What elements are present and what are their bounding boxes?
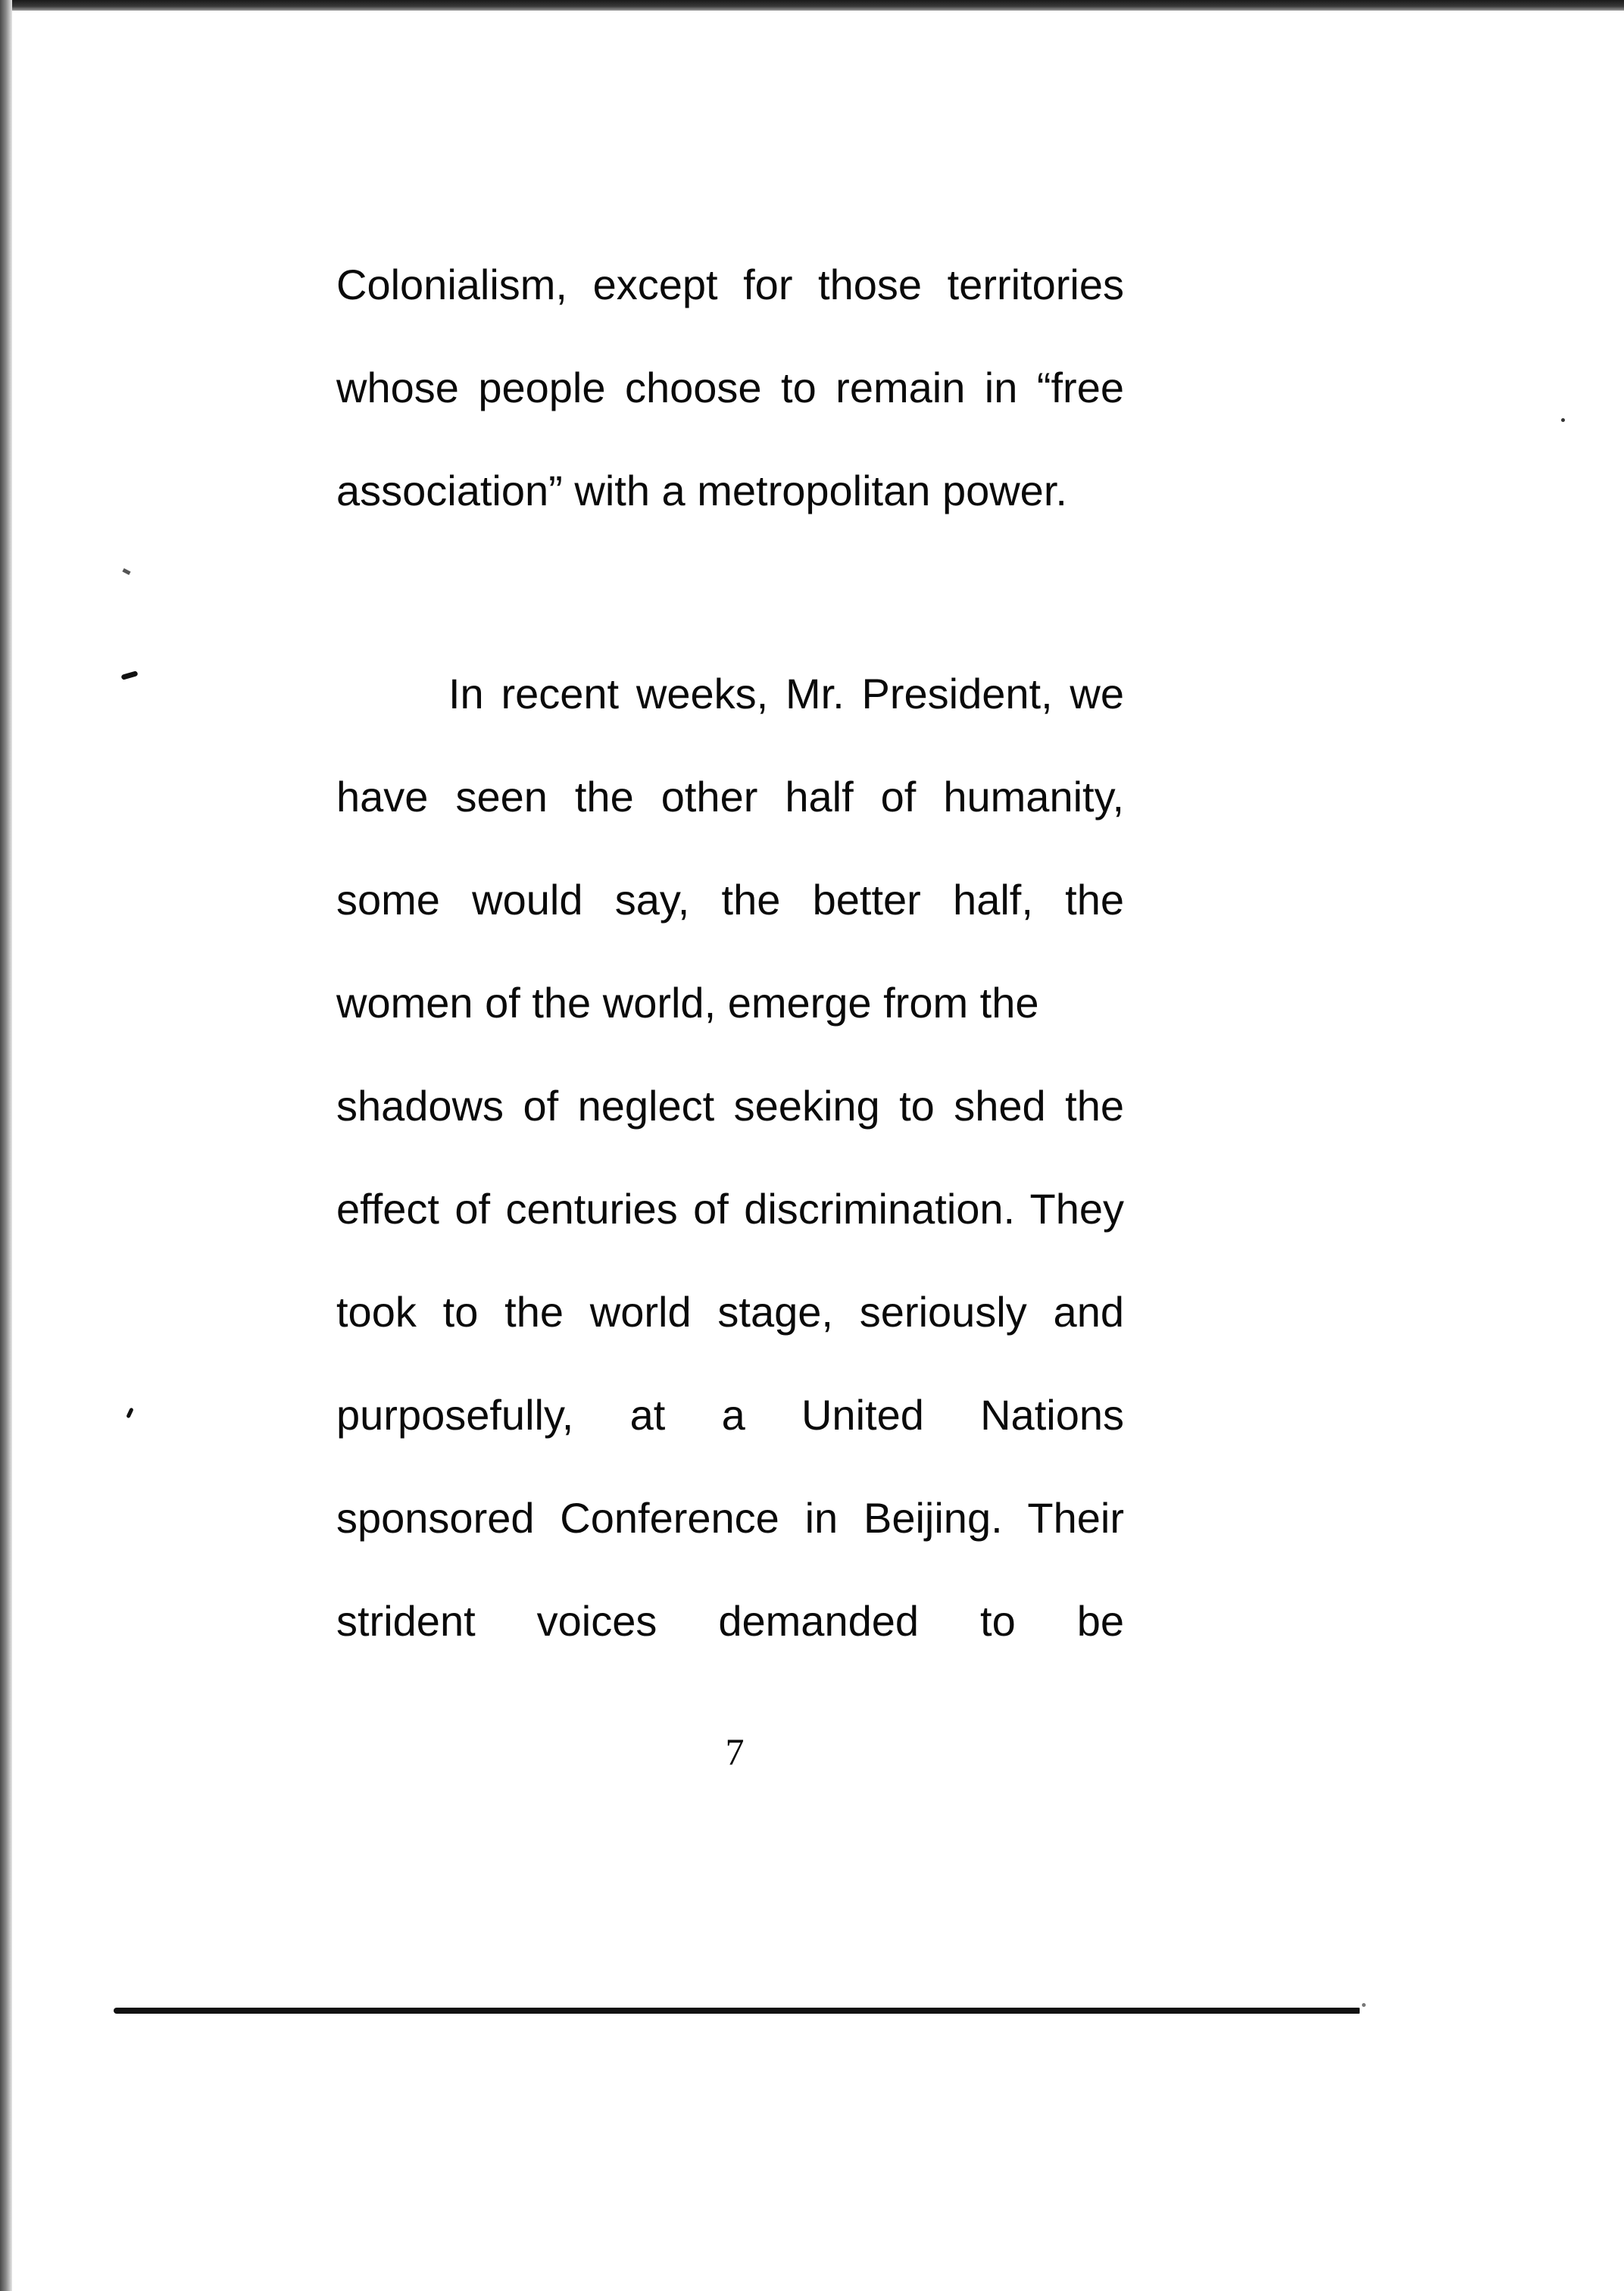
paragraph-2-line-5: shadows of neglect seeking to shed the: [336, 1082, 1124, 1130]
paragraph-2-line-10: strident voices demanded to be: [336, 1597, 1124, 1645]
paragraph-2-line-1: In recent weeks, Mr. President, we: [448, 670, 1124, 717]
paragraph-2-line-4: women of the world, emerge from the: [336, 979, 1039, 1027]
paragraph-2-line-2: have seen the other half of humanity,: [336, 773, 1124, 820]
footer-rule: [114, 2008, 1360, 2014]
paragraph-2-line-6: effect of centuries of discrimination. They: [336, 1185, 1124, 1233]
paragraph-1: [336, 233, 1124, 542]
paragraph-2-line-8: purposefully, at a United Nations: [336, 1391, 1124, 1439]
paragraph-1-line-3: association” with a metropolitan power.: [336, 467, 1067, 514]
scan-speck: [122, 568, 130, 575]
paragraph-1-line-2: whose people choose to remain in “free: [336, 364, 1124, 411]
paragraph-2-line-3: some would say, the better half, the: [336, 876, 1124, 924]
scan-left-edge: [0, 0, 12, 2291]
paragraph-1-line-1: Colonialism, except for those territories: [336, 261, 1124, 308]
scan-speck: [126, 1408, 133, 1419]
paragraph-2: [336, 642, 1124, 1673]
paragraph-2-line-7: took to the world stage, seriously and: [336, 1288, 1124, 1336]
page-number: 7: [725, 1730, 745, 1773]
scan-top-edge: [0, 0, 1624, 11]
paragraph-2-line-9: sponsored Conference in Beijing. Their: [336, 1494, 1124, 1542]
scan-speck: [1362, 2003, 1366, 2007]
scan-speck: [1561, 418, 1565, 422]
scan-speck: [120, 670, 138, 680]
